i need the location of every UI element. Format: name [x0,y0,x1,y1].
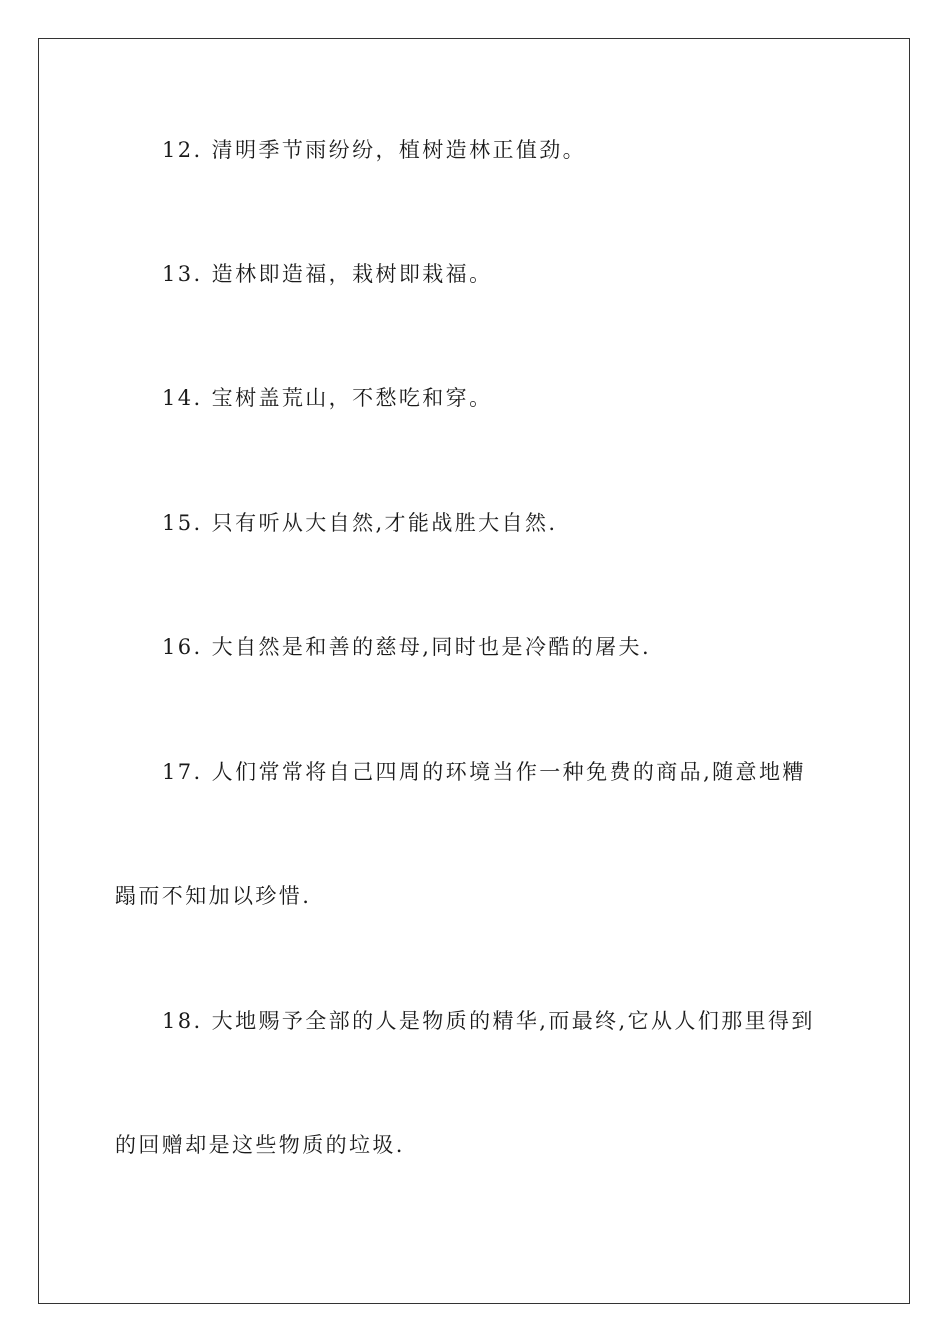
page-frame [38,38,910,1304]
proverb-18-line-1: 18. 大地赐予全部的人是物质的精华,而最终,它从人们那里得到 [162,1009,815,1033]
proverb-18-line-2: 的回赠却是这些物质的垃圾. [115,1133,405,1157]
proverb-13: 13. 造林即造福，栽树即栽福。 [162,262,493,286]
proverb-17-line-1: 17. 人们常常将自己四周的环境当作一种免费的商品,随意地糟 [162,760,806,784]
proverb-14: 14. 宝树盖荒山，不愁吃和穿。 [162,386,493,410]
proverb-16: 16. 大自然是和善的慈母,同时也是冷酷的屠夫. [162,635,652,659]
proverb-15: 15. 只有听从大自然,才能战胜大自然. [162,511,558,535]
proverb-17-line-2: 蹋而不知加以珍惜. [115,884,312,908]
proverb-12: 12. 清明季节雨纷纷，植树造林正值劲。 [162,138,587,162]
